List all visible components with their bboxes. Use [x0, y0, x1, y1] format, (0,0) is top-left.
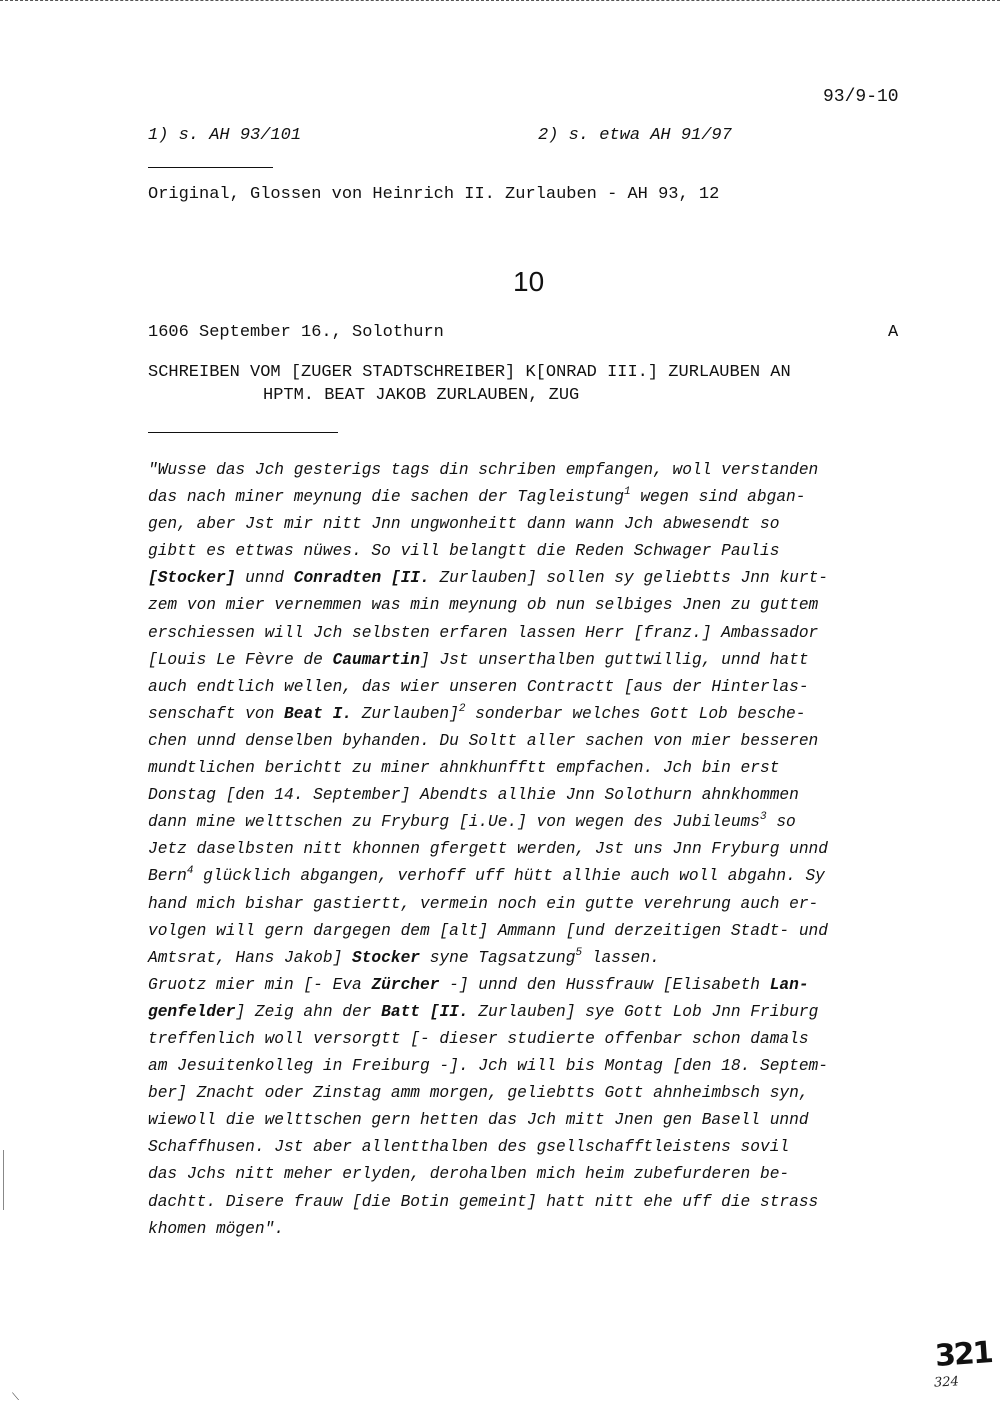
- body-line: [Louis Le Fèvre de Caumartin] Jst unserthalben guttwillig, unnd hatt: [148, 650, 809, 669]
- body-line: ber] Znacht oder Zinstag amm morgen, geliebtts Gott ahnheimbsch syn,: [148, 1084, 809, 1103]
- source-line: Original, Glossen von Heinrich II. Zurlauben - AH 93, 12: [148, 185, 720, 204]
- body-line: volgen will gern dargegen dem [alt] Ammann [und derzeitigen Stadt- und: [148, 921, 828, 940]
- body-line: dann mine welttschen zu Fryburg [i.Ue.] von wegen des Jubileums$^3$ so: [148, 811, 796, 832]
- scan-edge-left: [3, 1150, 4, 1210]
- body-line: treffenlich woll versorgtt [- dieser studierte offenbar schon damals: [148, 1029, 809, 1048]
- body-line: chen unnd denselben byhanden. Du Soltt aller sachen von mier besseren: [148, 731, 819, 750]
- footnote-divider: [148, 167, 273, 168]
- body-line: das Jchs nitt meher erlyden, derohalben mich heim zubefurderen be-: [148, 1165, 790, 1184]
- footnote-ref-1: 1) s. AH 93/101: [148, 126, 302, 145]
- body-line: Gruotz mier min [- Eva Zürcher -] unnd den Hussfrauw [Elisabeth Lan-: [148, 975, 809, 994]
- body-line: [Stocker] unnd Conradten [II. Zurlauben] sollen sy geliebtts Jnn kurt-: [148, 569, 829, 588]
- footnote-ref-2: 2) s. etwa AH 91/97: [538, 126, 732, 145]
- body-line: mundtlichen berichtt zu miner ahnkhunfftt empfachen. Jch bin erst: [148, 759, 780, 778]
- body-line: am Jesuitenkolleg in Freiburg -]. Jch will bis Montag [den 18. Septem-: [148, 1057, 828, 1076]
- date-place: 1606 September 16., Solothurn: [148, 323, 444, 342]
- body-line: wiewoll die welttschen gern hetten das Jch mitt Jnen gen Basell unnd: [148, 1111, 809, 1130]
- body-line: genfelder] Zeig ahn der Batt [II. Zurlauben] sye Gott Lob Jnn Friburg: [148, 1002, 819, 1021]
- body-line: Donstag [den 14. September] Abendts allhie Jnn Solothurn ahnkhommen: [148, 786, 799, 805]
- body-line: Jetz daselbsten nitt khonnen gfergett werden, Jst uns Jnn Fryburg unnd: [148, 840, 828, 859]
- footnote-marker: 1: [624, 486, 631, 499]
- scan-edge-top: [0, 0, 1000, 3]
- body-line: "Wusse das Jch gesterigs tags din schriben empfangen, woll verstanden: [148, 461, 819, 479]
- body-line: dachtt. Disere frauw [die Botin gemeint] hatt nitt ehe uff die strass: [148, 1192, 819, 1211]
- body-line: senschaft von Beat I. Zurlauben]$^2$ sonderbar welches Gott Lob besche-: [148, 702, 806, 723]
- title-divider: [148, 432, 338, 433]
- body-line: hand mich bishar gastiertt, vermein noch ein gutte verehrung auch er-: [148, 894, 819, 913]
- body-line: gibtt es ettwas nüwes. So vill belangtt die Reden Schwager Paulis: [148, 542, 780, 561]
- page-number: 93/9-10: [823, 87, 899, 107]
- body-line: Schaffhusen. Jst aber allentthalben des gsellschafftleistens sovil: [148, 1138, 790, 1157]
- body-line: gen, aber Jst mir nitt Jnn ungwonheitt dann wann Jch abwesendt so: [148, 515, 780, 534]
- document-title-line-1: SCHREIBEN VOM [ZUGER STADTSCHREIBER] K[ONRAD III.] ZURLAUBEN AN: [148, 363, 791, 382]
- handwritten-page-stamp: 321: [933, 1335, 993, 1374]
- body-line: Bern$^4$ glücklich abgangen, verhoff uff hütt allhie auch woll abgahn. Sy: [148, 865, 825, 886]
- body-line: khomen mögen".: [148, 1219, 284, 1238]
- footnote-marker: 3: [760, 811, 767, 824]
- body-line: Amtsrat, Hans Jakob] Stocker syne Tagsatzung$^5$ lassen.: [148, 946, 660, 967]
- body-line: auch endtlich wellen, das wier unseren Contractt [aus der Hinterlas-: [148, 677, 809, 696]
- body-line: zem von mier vernemmen was min meynung ob nun selbiges Jnen zu guttem: [148, 596, 819, 615]
- document-number: 10: [513, 266, 545, 297]
- document-title-line-2: HPTM. BEAT JAKOB ZURLAUBEN, ZUG: [263, 386, 580, 405]
- footnote-marker: 5: [575, 946, 583, 959]
- letter-body: [148, 457, 918, 1243]
- footnote-marker: 4: [186, 865, 194, 878]
- version-marker: A: [888, 323, 899, 342]
- body-line: das nach miner meynung die sachen der Tagleistung$^1$ wegen sind abgan-: [148, 486, 806, 507]
- footnote-marker: 2: [458, 702, 466, 715]
- handwritten-old-page-number: 324: [933, 1374, 960, 1391]
- scan-corner-mark: ⟍: [12, 1392, 19, 1403]
- body-line: erschiessen will Jch selbsten erfaren lassen Herr [franz.] Ambassador: [148, 623, 819, 642]
